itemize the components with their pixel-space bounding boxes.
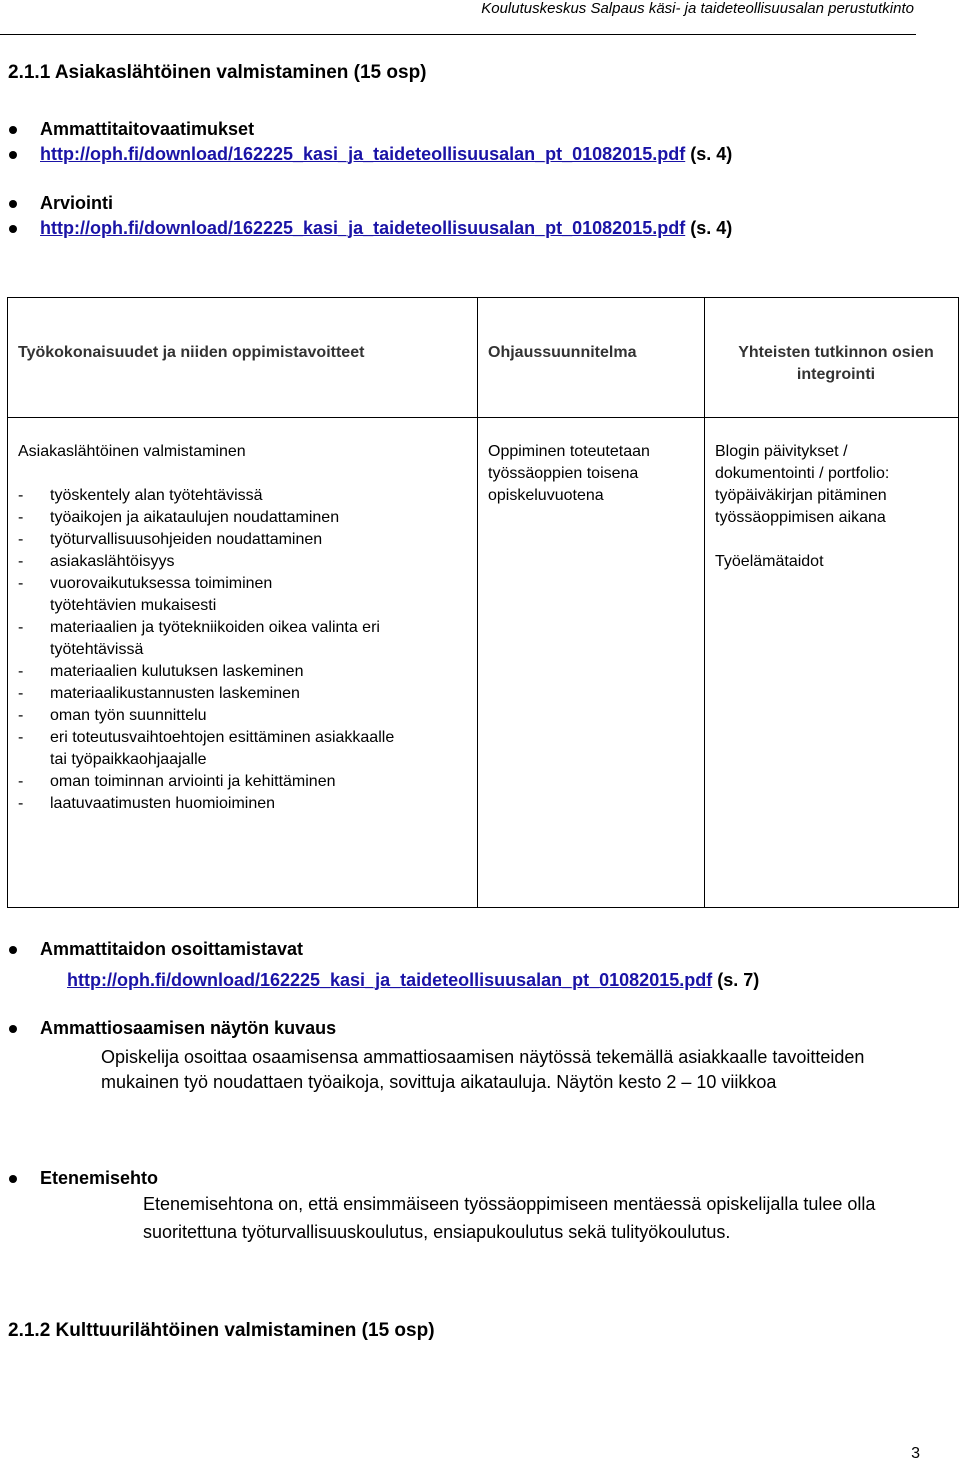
list-item: - työskentely alan työtehtävissä <box>18 487 263 504</box>
table-header-cell: Työkokonaisuudet ja niiden oppimistavoitteet <box>18 344 365 361</box>
oph-link[interactable]: http://oph.fi/download/162225_kasi_ja_taideteollisuusalan_pt_01082015.pdf <box>40 144 686 164</box>
bullet-label: Ammattiosaamisen näytön kuvaus <box>40 1018 337 1038</box>
section-title: 2.1.1 Asiakaslähtöinen valmistaminen (15 osp) <box>8 62 427 83</box>
cell-title: Asiakaslähtöinen valmistaminen <box>18 443 246 460</box>
section-title: 2.1.2 Kulttuurilähtöinen valmistaminen (15 osp) <box>8 1320 435 1341</box>
bullet-icon <box>9 946 17 954</box>
cell-note: Työelämätaidot <box>715 553 824 570</box>
bullet-label: Ammattitaidon osoittamistavat <box>40 939 304 959</box>
page-ref: (s. 4) <box>685 144 733 164</box>
table-header-cell: Yhteisten tutkinnon osien integrointi <box>738 344 934 383</box>
table-cell-integration: Blogin päivitykset / dokumentointi / portfolio: työpäiväkirjan pitäminen työssäoppimisen aikana Työelämätaidot <box>715 441 940 573</box>
bullet-label-ammattitaitovaatimukset: Ammattitaitovaatimukset <box>40 119 255 139</box>
table-header-cell: Ohjaussuunnitelma <box>488 344 637 361</box>
list-item: - materiaalien ja työtekniikoiden oikea valinta eri työtehtävissä <box>18 619 380 658</box>
bullet-label-arviointi: Arviointi <box>40 193 114 213</box>
bullet-icon <box>9 151 17 159</box>
bullet-icon <box>9 1025 17 1033</box>
bullet-icon <box>9 1175 17 1183</box>
list-item: - laatuvaatimusten huomioiminen <box>18 795 276 812</box>
bullet-label: Etenemisehto <box>40 1168 159 1188</box>
table-divider <box>477 297 478 908</box>
bullet-icon <box>9 200 17 208</box>
list-item: - oman toiminnan arviointi ja kehittäminen <box>18 773 336 790</box>
table-divider <box>704 297 705 908</box>
bullet-link-row <box>40 142 732 167</box>
list-item: - materiaalikustannusten laskeminen <box>18 685 300 702</box>
bullet-icon <box>9 225 17 233</box>
running-header: Koulutuskeskus Salpaus käsi- ja taideteollisuusalan perustutkinto <box>481 0 914 17</box>
oph-link[interactable]: http://oph.fi/download/162225_kasi_ja_taideteollisuusalan_pt_01082015.pdf <box>40 218 686 238</box>
table-cell-guidance: Oppiminen toteutetaan työssäoppien toisena opiskeluvuotena <box>488 443 650 504</box>
oph-link[interactable]: http://oph.fi/download/162225_kasi_ja_taideteollisuusalan_pt_01082015.pdf <box>67 970 713 990</box>
list-item: - asiakaslähtöisyys <box>18 553 175 570</box>
list-item: - työturvallisuusohjeiden noudattaminen <box>18 531 323 548</box>
header-rule <box>0 34 916 35</box>
description-paragraph: Etenemisehtona on, että ensimmäiseen työssäoppimiseen mentäessä opiskelijalla tulee olla suoritettuna työturvallisuuskoulutus, ensiapukoulutus sekä tulityökoulutus. <box>143 1194 876 1242</box>
page-ref: (s. 4) <box>685 218 733 238</box>
page-number: 3 <box>911 1445 920 1462</box>
page-ref: (s. 7) <box>712 970 760 990</box>
bullet-link-row <box>40 216 732 241</box>
list-item: - oman työn suunnittelu <box>18 707 207 724</box>
list-item: - vuorovaikutuksessa toimiminen työtehtävien mukaisesti <box>18 575 273 614</box>
table-divider <box>7 417 959 418</box>
table-cell-objectives <box>18 441 468 815</box>
list-item: - materiaalien kulutuksen laskeminen <box>18 663 304 680</box>
description-paragraph: Opiskelija osoittaa osaamisensa ammattiosaamisen näytössä tekemällä asiakkaalle tavoitteiden mukainen työ noudattaen työaikoja, sovittuja aikatauluja. Näytön kesto 2 – 10 viikkoa <box>101 1047 865 1092</box>
list-item: - työaikojen ja aikataulujen noudattaminen <box>18 509 340 526</box>
bullet-link-row <box>67 968 759 993</box>
bullet-icon <box>9 126 17 134</box>
list-item: - eri toteutusvaihtoehtojen esittäminen asiakkaalle tai työpaikkaohjaajalle <box>18 729 395 768</box>
